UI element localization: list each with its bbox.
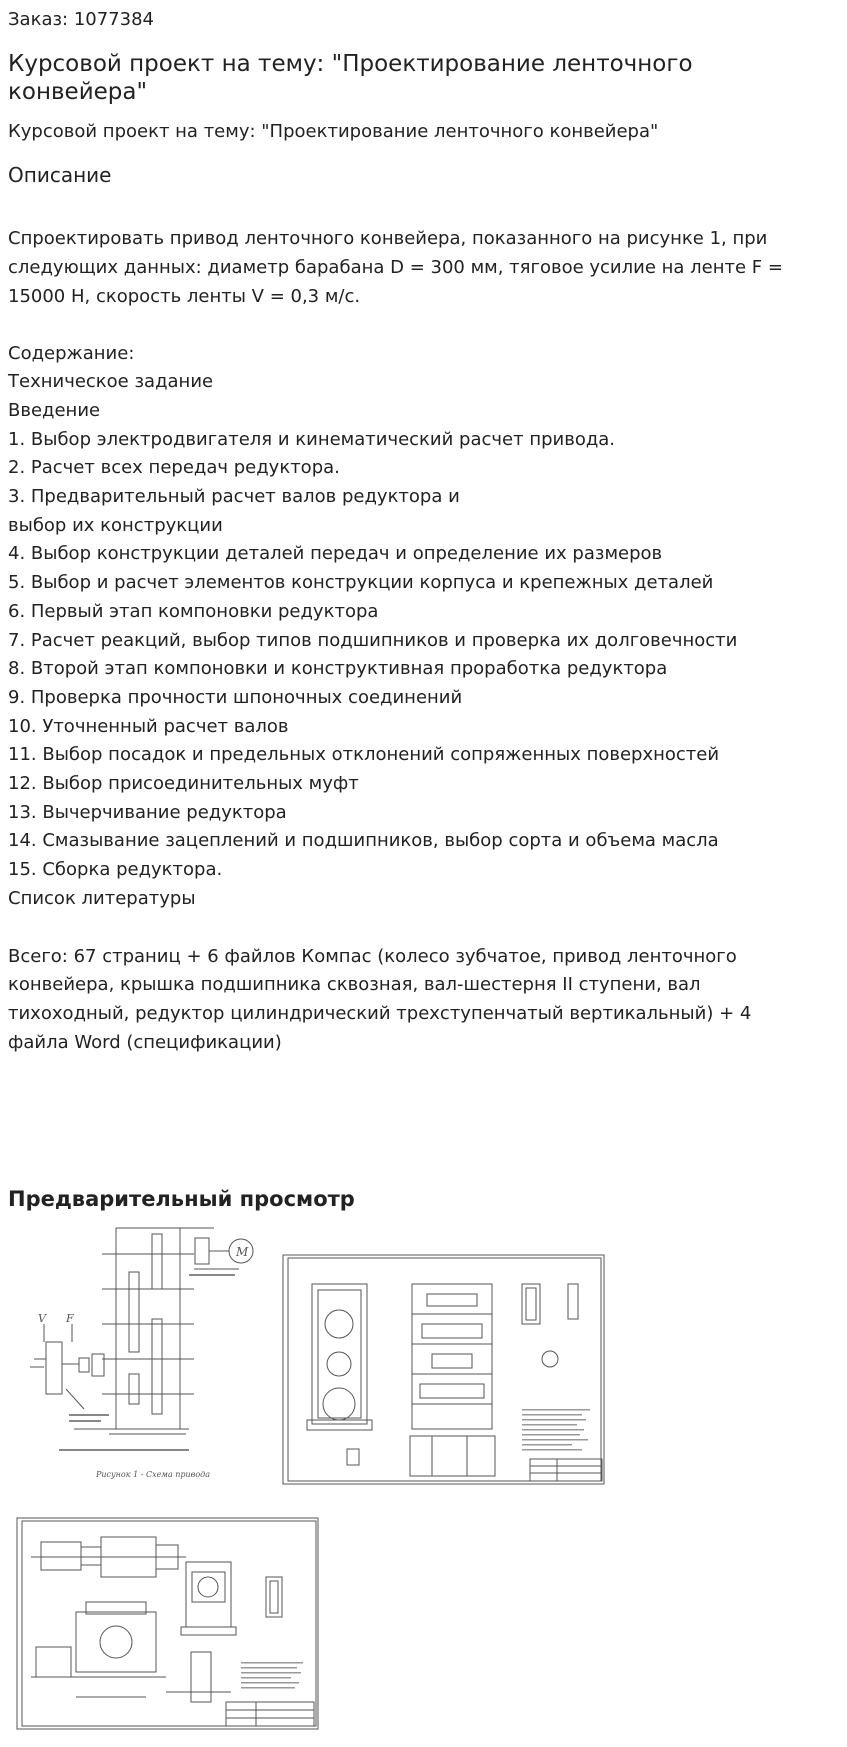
total-line: Всего: 67 страниц + 6 файлов Компас (колесо зубчатое, привод ленточного	[8, 945, 737, 967]
description-line: 15000 Н, скорость ленты V = 0,3 м/с.	[8, 285, 361, 307]
preview-image-reducer-assembly[interactable]	[282, 1254, 605, 1485]
contents-item: Введение	[8, 399, 101, 421]
contents-item: 2. Расчет всех передач редуктора.	[8, 457, 340, 479]
page-subtitle: Курсовой проект на тему: "Проектирование ленточного конвейера"	[8, 121, 659, 143]
preview-heading: Предварительный просмотр	[8, 1187, 355, 1211]
contents-item: Техническое задание	[8, 371, 214, 393]
contents-item: 6. Первый этап компоновки редуктора	[8, 600, 379, 622]
total-line: конвейера, крышка подшипника сквозная, вал-шестерня II ступени, вал	[8, 974, 701, 996]
contents-item: Список литературы	[8, 887, 196, 909]
preview-image-drive-assembly[interactable]	[16, 1517, 319, 1730]
contents-item: 3. Предварительный расчет валов редуктора и	[8, 486, 460, 508]
drive-assembly-drawing	[16, 1517, 319, 1730]
scheme-caption: Рисунок 1 - Схема привода	[96, 1470, 210, 1479]
contents-item: 10. Уточненный расчет валов	[8, 715, 289, 737]
contents-item: 9. Проверка прочности шпоночных соединений	[8, 686, 463, 708]
contents-item: 4. Выбор конструкции деталей передач и определение их размеров	[8, 543, 663, 565]
reducer-assembly-drawing	[282, 1254, 605, 1485]
contents-title: Содержание:	[8, 342, 135, 364]
force-label: F	[66, 1312, 74, 1325]
description-label: Описание	[8, 163, 112, 188]
description-line: Спроектировать привод ленточного конвейера, показанного на рисунке 1, при	[8, 228, 768, 250]
contents-item: 8. Второй этап компоновки и конструктивная проработка редуктора	[8, 658, 668, 680]
contents-item: 12. Выбор присоединительных муфт	[8, 773, 359, 795]
contents-item: 13. Вычерчивание редуктора	[8, 801, 287, 823]
contents-item: выбор их конструкции	[8, 514, 223, 536]
contents-item: 5. Выбор и расчет элементов конструкции корпуса и крепежных деталей	[8, 572, 714, 594]
motor-label: M	[236, 1245, 249, 1259]
total-line: тихоходный, редуктор цилиндрический трехступенчатый вертикальный) + 4	[8, 1002, 752, 1024]
contents-item: 1. Выбор электродвигателя и кинематический расчет привода.	[8, 428, 616, 450]
description-paragraph	[8, 225, 833, 311]
velocity-label: V	[38, 1312, 46, 1325]
page-content	[8, 0, 833, 1057]
contents-item: 11. Выбор посадок и предельных отклонений сопряженных поверхностей	[8, 744, 720, 766]
contents-item: 15. Сборка редуктора.	[8, 859, 223, 881]
contents-item: 14. Смазывание зацеплений и подшипников, выбор сорта и объема масла	[8, 830, 719, 852]
kinematic-scheme-drawing	[14, 1224, 254, 1482]
total-summary	[8, 943, 833, 1058]
preview-image-kinematic-scheme[interactable]	[14, 1224, 254, 1482]
page-title: Курсовой проект на тему: "Проектирование ленточного конвейера"	[8, 51, 693, 105]
description-line: следующих данных: диаметр барабана D = 300 мм, тяговое усилие на ленте F =	[8, 257, 783, 279]
contents-item: 7. Расчет реакций, выбор типов подшипников и проверка их долговечности	[8, 629, 738, 651]
total-line: файла Word (спецификации)	[8, 1031, 282, 1053]
contents-list	[8, 340, 833, 914]
order-number: Заказ: 1077384	[8, 9, 154, 30]
